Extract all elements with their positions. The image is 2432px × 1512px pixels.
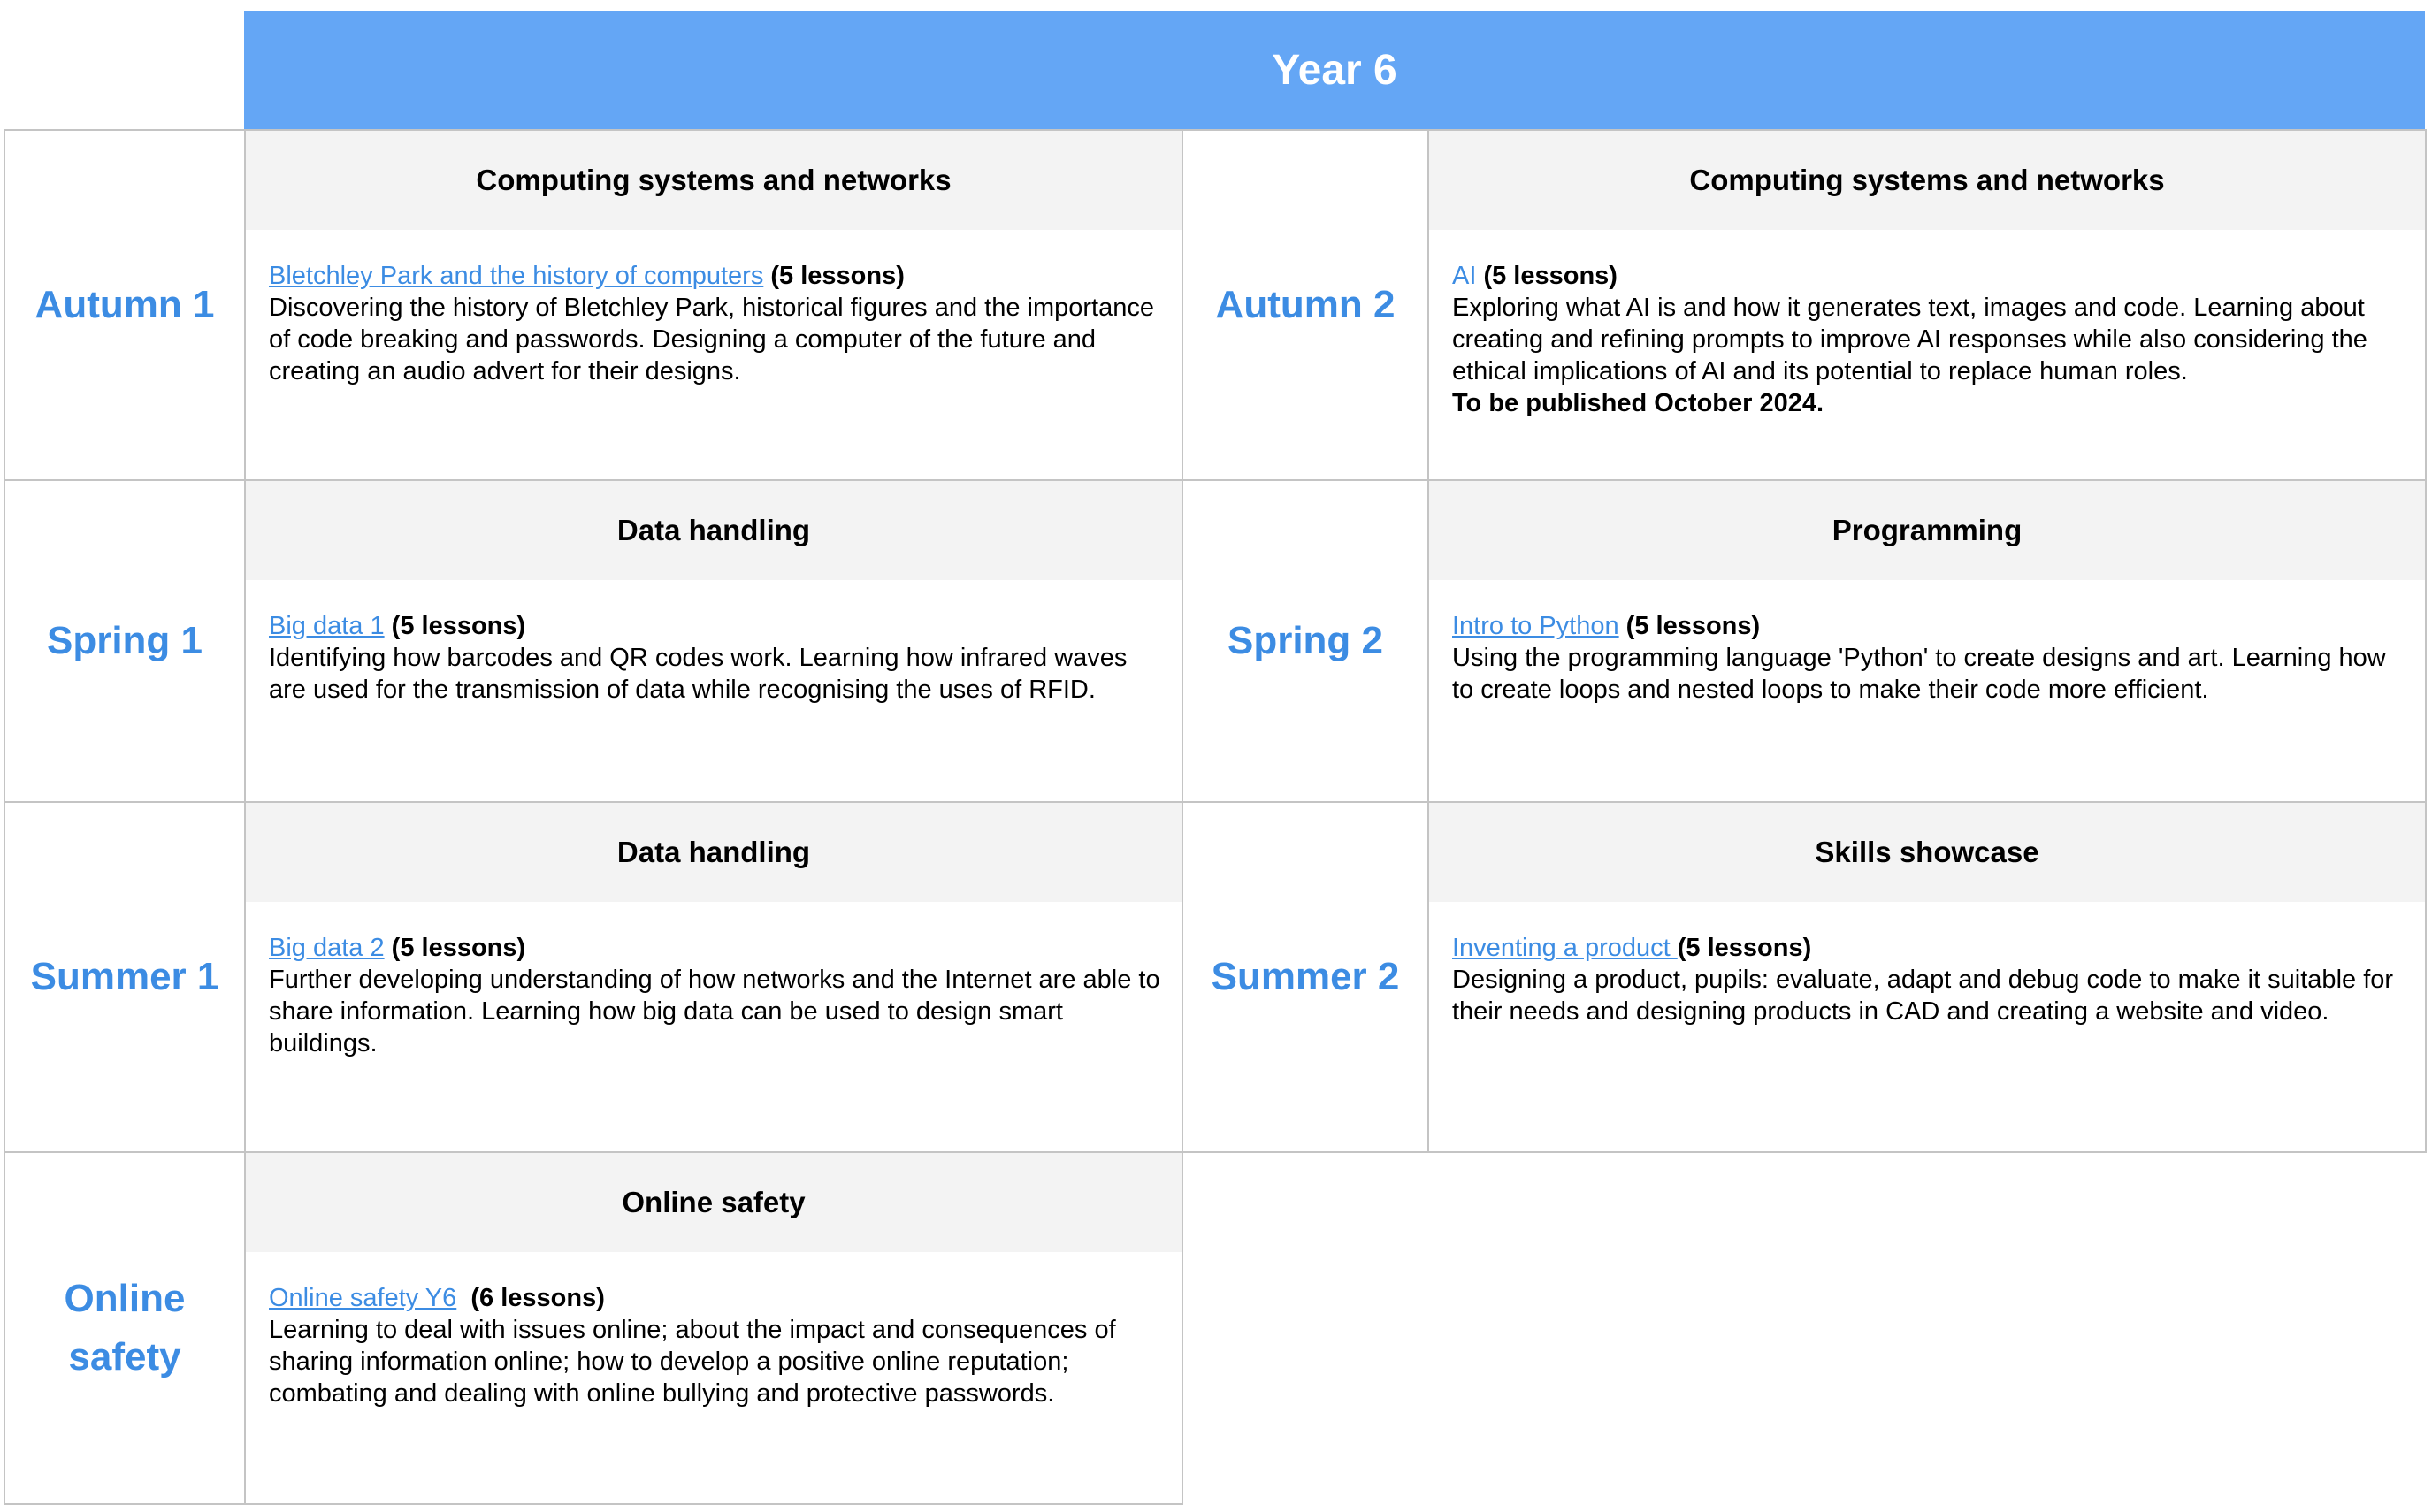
unit-card-summer-2 — [1427, 801, 2427, 1153]
lesson-count: (5 lessons) — [1677, 934, 1812, 962]
unit-card-autumn-1 — [244, 129, 1183, 481]
term-label-summer-1: Summer 1 — [4, 801, 246, 1153]
unit-heading: Skills showcase — [1429, 803, 2425, 902]
unit-description: Identifying how barcodes and QR codes work. Learning how infrared waves are used for the transmission of data while recognising the uses of RFID. — [269, 644, 1128, 704]
term-label-autumn-2: Autumn 2 — [1182, 129, 1429, 481]
unit-body — [1452, 610, 2405, 706]
unit-description: Further developing understanding of how networks and the Internet are able to share information. Learning how big data can be used to design smart buildings. — [269, 966, 1160, 1058]
unit-link-intro-to-python[interactable]: Intro to Python — [1452, 612, 1619, 640]
unit-link-ai[interactable]: AI — [1452, 262, 1477, 290]
unit-card-spring-2 — [1427, 479, 2427, 803]
lesson-count: (5 lessons) — [763, 262, 905, 290]
unit-body — [1452, 932, 2405, 1027]
unit-body — [269, 1282, 1162, 1409]
term-label-online-safety — [4, 1151, 246, 1505]
unit-description: Using the programming language 'Python' to create designs and art. Learning how to create loops and nested loops to make their code more efficient. — [1452, 644, 2386, 704]
lesson-count: (5 lessons) — [1618, 612, 1761, 640]
unit-card-online-safety — [244, 1151, 1183, 1505]
term-label-line: safety — [68, 1335, 181, 1378]
unit-body — [269, 610, 1162, 706]
unit-heading: Programming — [1429, 481, 2425, 580]
page-title: Year 6 — [244, 11, 2425, 129]
unit-heading: Data handling — [246, 481, 1182, 580]
term-label-spring-1: Spring 1 — [4, 479, 246, 803]
unit-body — [1452, 260, 2405, 419]
unit-description: Exploring what AI is and how it generates text, images and code. Learning about creating and refining prompts to improve AI responses while also considering the ethical implications of AI and its potential to replace human roles. — [1452, 294, 2367, 386]
unit-card-autumn-2 — [1427, 129, 2427, 481]
unit-body — [269, 260, 1162, 387]
unit-heading: Online safety — [246, 1153, 1182, 1252]
unit-card-summer-1 — [244, 801, 1183, 1153]
term-label-line: Online — [64, 1277, 186, 1320]
unit-link-big-data-1[interactable]: Big data 1 — [269, 612, 385, 640]
lesson-count: (5 lessons) — [1476, 262, 1618, 290]
term-label-spring-2: Spring 2 — [1182, 479, 1429, 803]
unit-link-online-safety-y6[interactable]: Online safety Y6 — [269, 1284, 457, 1312]
unit-card-spring-1 — [244, 479, 1183, 803]
unit-link-big-data-2[interactable]: Big data 2 — [269, 934, 385, 962]
term-label-autumn-1: Autumn 1 — [4, 129, 246, 481]
unit-description: Learning to deal with issues online; about the impact and consequences of sharing information online; how to develop a positive online reputation; combating and dealing with online bullying and protective passwords. — [269, 1316, 1116, 1408]
lesson-count: (5 lessons) — [384, 612, 526, 640]
unit-description: Discovering the history of Bletchley Park, historical figures and the importance of code breaking and passwords. Designing a computer of the future and creating an audio advert for their designs. — [269, 294, 1154, 386]
lesson-count: (6 lessons) — [456, 1284, 605, 1312]
unit-link-inventing-a-product[interactable]: Inventing a product — [1452, 934, 1678, 962]
unit-heading: Computing systems and networks — [1429, 131, 2425, 230]
unit-heading: Data handling — [246, 803, 1182, 902]
publication-note: To be published October 2024. — [1452, 389, 1824, 417]
term-label-summer-2: Summer 2 — [1182, 801, 1429, 1153]
unit-link-bletchley-park[interactable]: Bletchley Park and the history of computers — [269, 262, 764, 290]
unit-heading: Computing systems and networks — [246, 131, 1182, 230]
unit-description: Designing a product, pupils: evaluate, adapt and debug code to make it suitable for their needs and designing products in CAD and creating a website and video. — [1452, 966, 2394, 1026]
unit-body — [269, 932, 1162, 1059]
lesson-count: (5 lessons) — [384, 934, 526, 962]
